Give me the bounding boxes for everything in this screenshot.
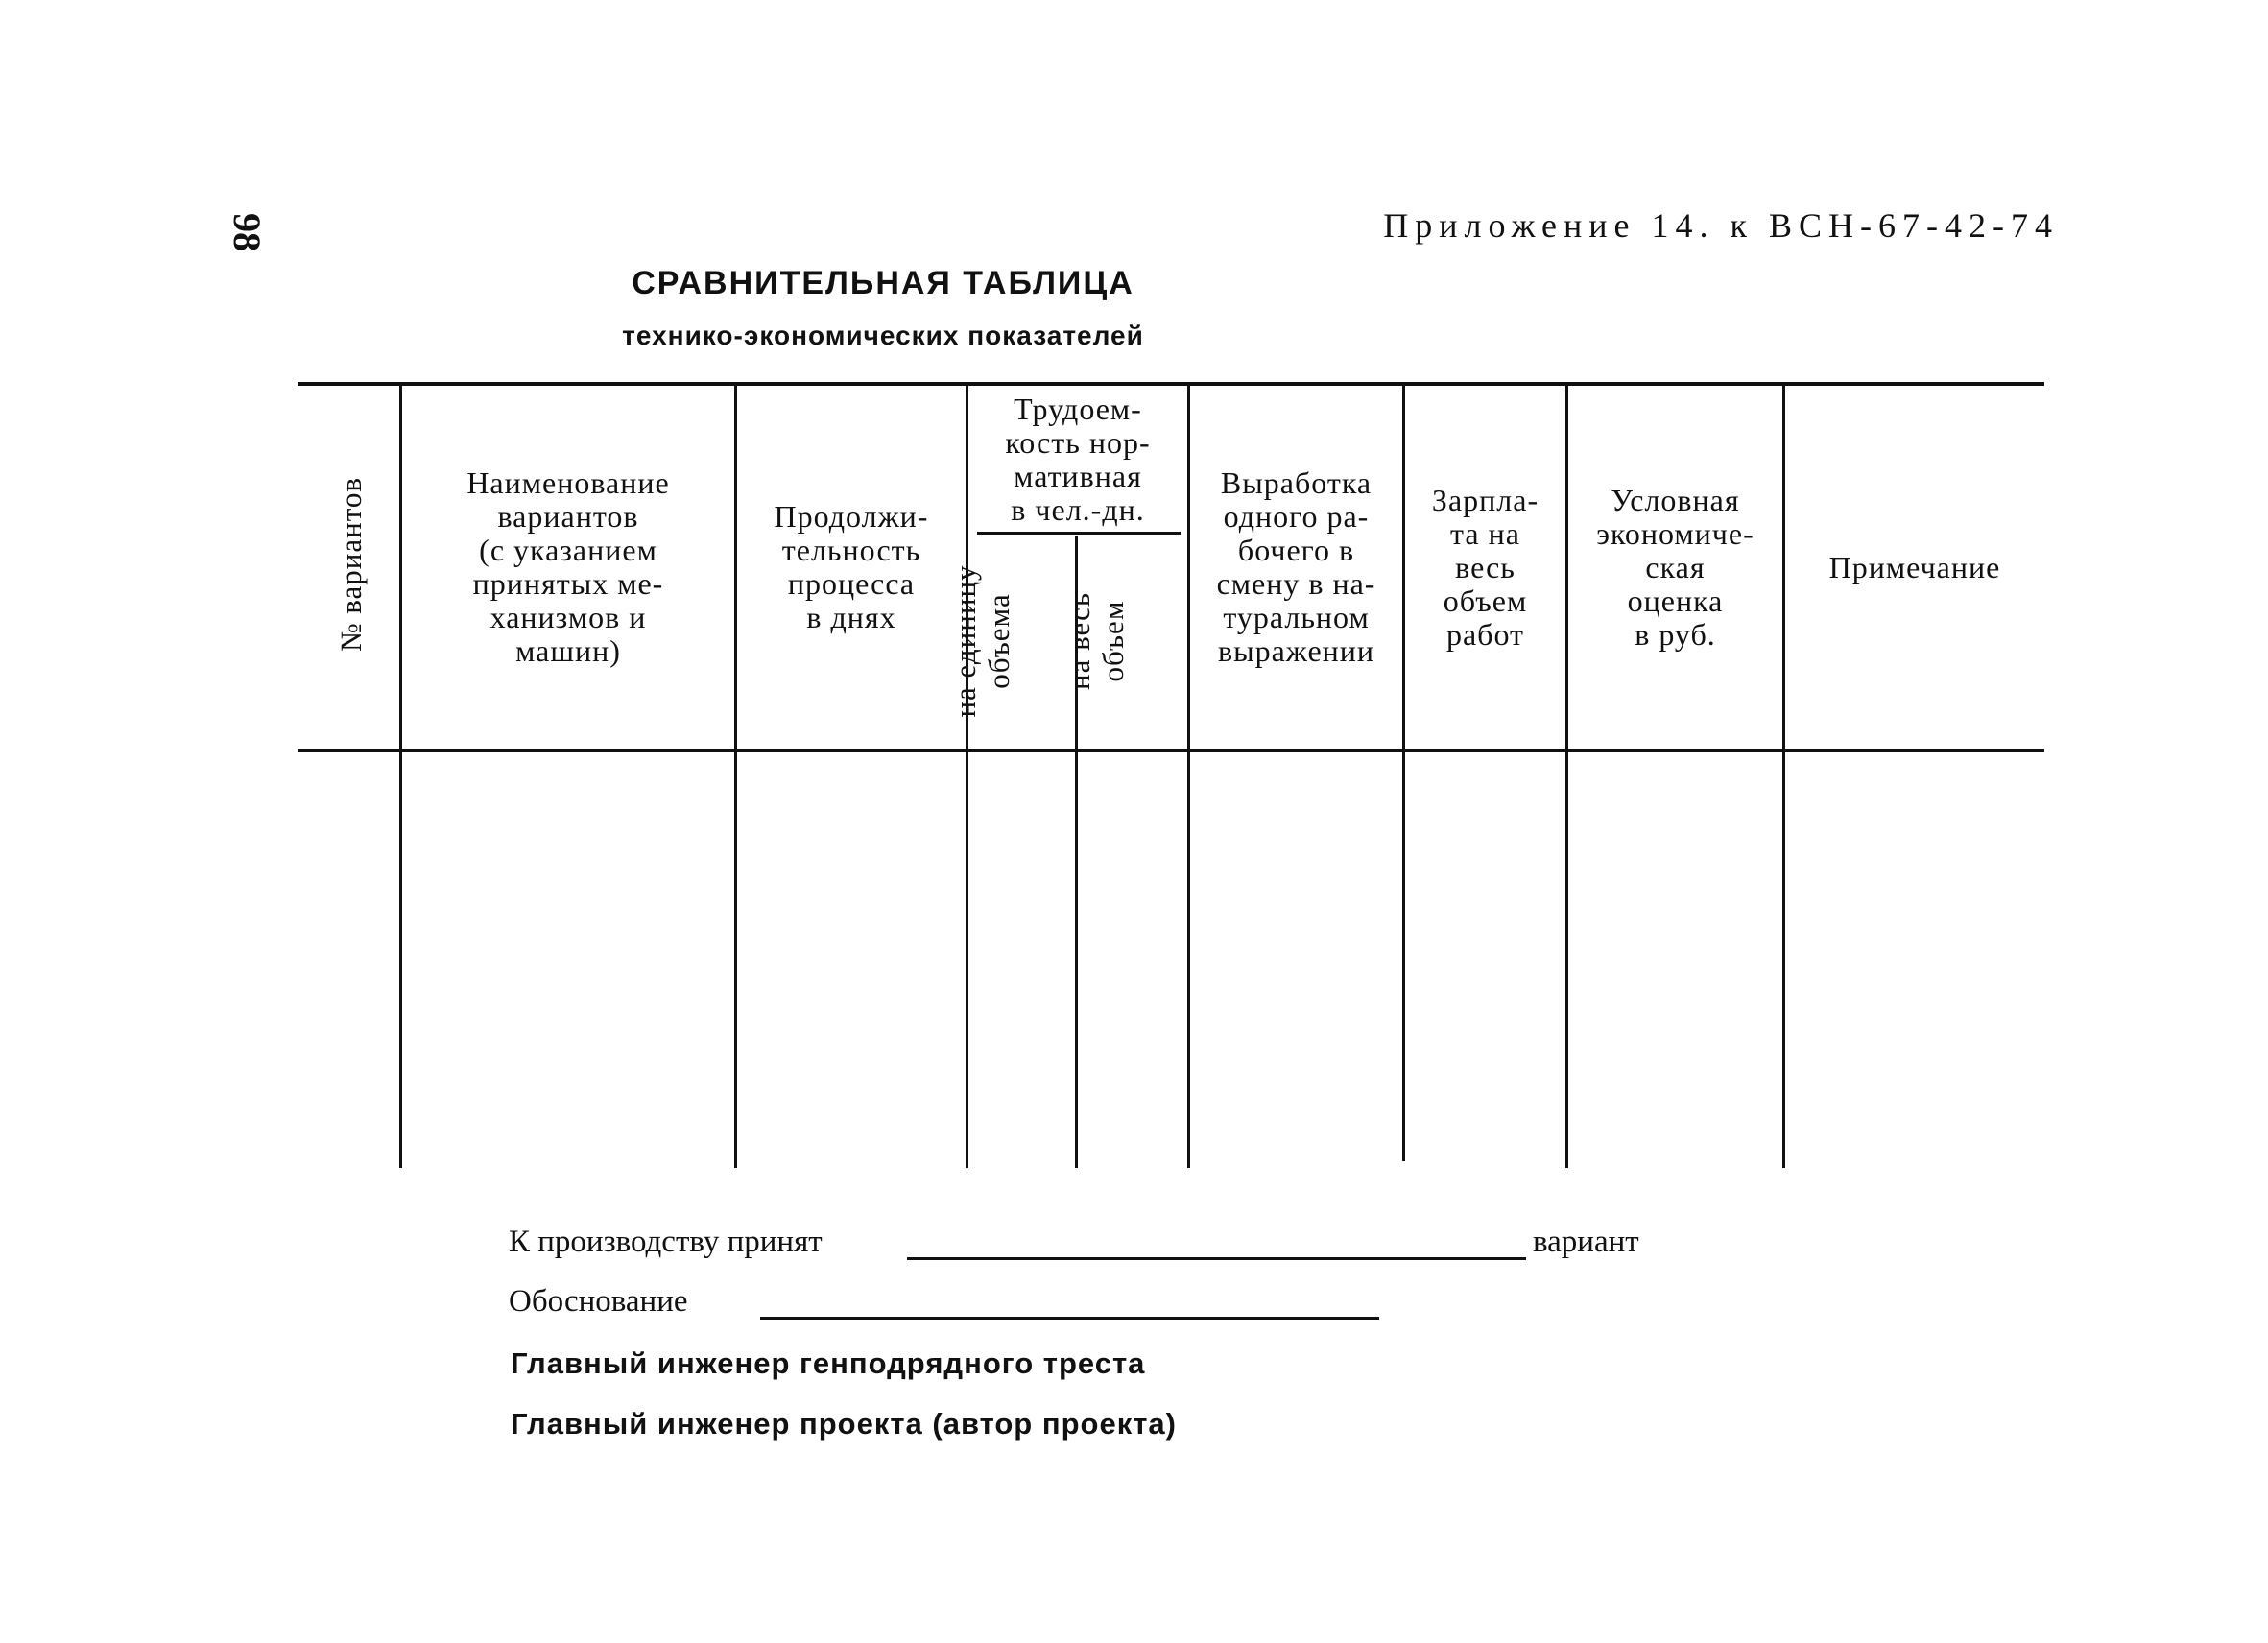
accepted-variant-blank bbox=[907, 1257, 1526, 1260]
header-labor-per-unit: на единицу объема bbox=[948, 564, 1015, 718]
column-divider bbox=[1187, 386, 1190, 1168]
appendix-label: Приложение 14. к ВСН-67-42-74 bbox=[1383, 206, 2059, 245]
justification-label: Обоснование bbox=[509, 1284, 688, 1319]
column-divider bbox=[1402, 386, 1405, 1161]
chief-engineer-trust: Главный инженер генподрядного треста bbox=[511, 1346, 1146, 1380]
header-note: Примечание bbox=[1828, 549, 2001, 584]
page-title: СРАВНИТЕЛЬНАЯ ТАБЛИЦА bbox=[632, 265, 1134, 301]
chief-engineer-project: Главный инженер проекта (автор проекта) bbox=[511, 1407, 1177, 1441]
header-labor-total: на весь объем bbox=[1062, 592, 1130, 690]
column-divider bbox=[1565, 386, 1568, 1168]
header-economic: Условная экономиче- ская оценка в руб. bbox=[1596, 482, 1755, 652]
header-labor: Трудоем- кость нор- мативная в чел.-дн. bbox=[1005, 392, 1151, 527]
header-output: Выработка одного ра- бочего в смену в на- туральном выражении bbox=[1216, 465, 1376, 668]
column-divider bbox=[734, 386, 737, 1168]
column-divider bbox=[966, 386, 968, 1168]
column-divider bbox=[399, 386, 402, 1168]
header-duration: Продолжи- тельность процесса в днях bbox=[774, 499, 929, 634]
header-wage: Зарпла- та на весь объем работ bbox=[1431, 482, 1540, 652]
accepted-variant-label: К производству принят bbox=[509, 1225, 823, 1259]
page-subtitle: технико-экономических показателей bbox=[622, 321, 1144, 350]
column-divider bbox=[1782, 386, 1785, 1168]
page-number: 98 bbox=[226, 213, 269, 251]
accepted-variant-suffix: вариант bbox=[1533, 1225, 1639, 1259]
justification-blank bbox=[760, 1317, 1379, 1320]
header-variant-no: № вариантов bbox=[333, 476, 368, 653]
header-name: Наименование вариантов (с указанием принятых ме- ханизмов и машин) bbox=[466, 465, 670, 668]
labor-subheader-rule bbox=[977, 532, 1181, 535]
